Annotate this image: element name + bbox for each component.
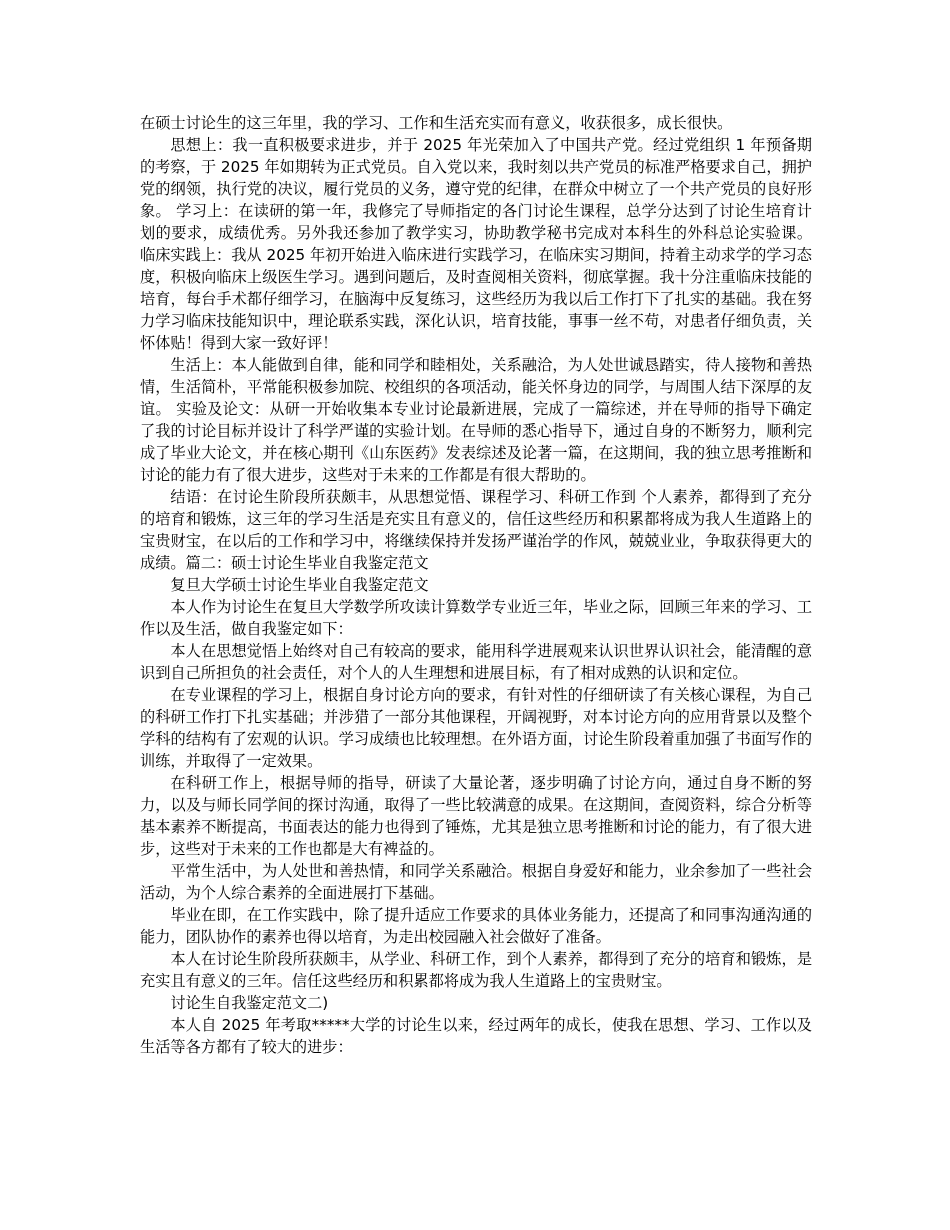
paragraph: 毕业在即，在工作实践中，除了提升适应工作要求的具体业务能力，还提高了和同事沟通沟通的能力，团队协作的素养也得以培育，为走出校园融入社会做好了准备。: [140, 906, 812, 946]
paragraph: 结语：在讨论生阶段所获颇丰，从思想觉悟、课程学习、科研工作到 个人素养，都得到了充分的培育和锻炼，这三年的学习生活是充实且有意义的，信任这些经历和积累都将成为我人生道路上的宝贵财宝，在以后的工作和学习中，将继续保持并发扬严谨治学的作风，兢兢业业，争取获得更大的成绩。篇二：硕士讨论生毕业自我鉴定范文: [140, 488, 812, 572]
paragraph: 在专业课程的学习上，根据自身讨论方向的要求，有针对性的仔细研读了有关核心课程，为自己的科研工作打下扎实基础；并涉猎了一部分其他课程，开阔视野，对本讨论方向的应用背景以及整个学科的结构有了宏观的认识。学习成绩也比较理想。在外语方面，讨论生阶段着重加强了书面写作的训练，并取得了一定效果。: [140, 686, 812, 770]
paragraph: 本人作为讨论生在复旦大学数学所攻读计算数学专业近三年，毕业之际，回顾三年来的学习、工作以及生活，做自我鉴定如下：: [140, 598, 812, 638]
paragraph: 复旦大学硕士讨论生毕业自我鉴定范文: [170, 576, 429, 594]
paragraph: 思想上：我一直积极要求进步，并于 2025 年光荣加入了中国共产党。经过党组织 1 年预备期的考察，于 2025 年如期转为正式党员。自入党以来，我时刻以共产党员的标准严格要求自己，拥护党的纲领，执行党的决议，履行党员的义务，遵守党的纪律，在群众中树立了一个共产党员的良好形象。 学习上：在读研的第一年，我修完了导师指定的各门讨论生课程，总学分达到了讨论生培育计划的要求，成绩优秀。另外我还参加了教学实习，协助教学秘书完成对本科生的外科总论实验课。 临床实践上：我从 2025 年初开始进入临床进行实践学习，在临床实习期间，持着主动求学的学习态度，积极向临床上级医生学习。遇到问题后，及时查阅相关资料，彻底掌握。我十分注重临床技能的培育，每台手术都仔细学习，在脑海中反复练习，这些经历为我以后工作打下了扎实的基础。我在努力学习临床技能知识中，理论联系实践，深化认识，培育技能，事事一丝不苟，对患者仔细负责，关怀体贴！得到大家一致好评！: [140, 136, 812, 352]
paragraph: 本人自 2025 年考取*****大学的讨论生以来，经过两年的成长，使我在思想、学习、工作以及生活等各方都有了较大的进步：: [140, 1016, 812, 1056]
document-body: [140, 112, 812, 1058]
paragraph: 本人在讨论生阶段所获颇丰，从学业、科研工作，到个人素养，都得到了充分的培育和锻炼，是充实且有意义的三年。信任这些经历和积累都将成为我人生道路上的宝贵财宝。: [140, 950, 812, 990]
paragraph: 本人在思想觉悟上始终对自己有较高的要求，能用科学进展观来认识世界认识社会，能清醒的意识到自己所担负的社会责任，对个人的人生理想和进展目标，有了相对成熟的认识和定位。: [140, 642, 812, 682]
paragraph: 讨论生自我鉴定范文二): [170, 994, 329, 1012]
paragraph: 在科研工作上，根据导师的指导，研读了大量论著，逐步明确了讨论方向，通过自身不断的努力，以及与师长同学间的探讨沟通，取得了一些比较满意的成果。在这期间，查阅资料，综合分析等基本素养不断提高，书面表达的能力也得到了锤炼，尤其是独立思考推断和讨论的能力，有了很大进步，这些对于未来的工作也都是大有裨益的。: [140, 774, 812, 858]
paragraph: 生活上：本人能做到自律，能和同学和睦相处，关系融洽，为人处世诚恳踏实，待人接物和善热情，生活简朴，平常能积极参加院、校组织的各项活动，能关怀身边的同学，与周围人结下深厚的友谊。 实验及论文：从研一开始收集本专业讨论最新进展，完成了一篇综述，并在导师的指导下确定了我的讨论目标并设计了科学严谨的实验计划。在导师的悉心指导下，通过自身的不断努力，顺利完成了毕业大论文，并在核心期刊《山东医药》发表综述及论著一篇，在这期间，我的独立思考推断和讨论的能力有了很大进步，这些对于未来的工作都是有很大帮助的。: [140, 356, 812, 484]
paragraph: 平常生活中，为人处世和善热情，和同学关系融洽。根据自身爱好和能力，业余参加了一些社会活动，为个人综合素养的全面进展打下基础。: [140, 862, 812, 902]
paragraph: 在硕士讨论生的这三年里，我的学习、工作和生活充实而有意义，收获很多，成长很快。: [140, 114, 733, 132]
